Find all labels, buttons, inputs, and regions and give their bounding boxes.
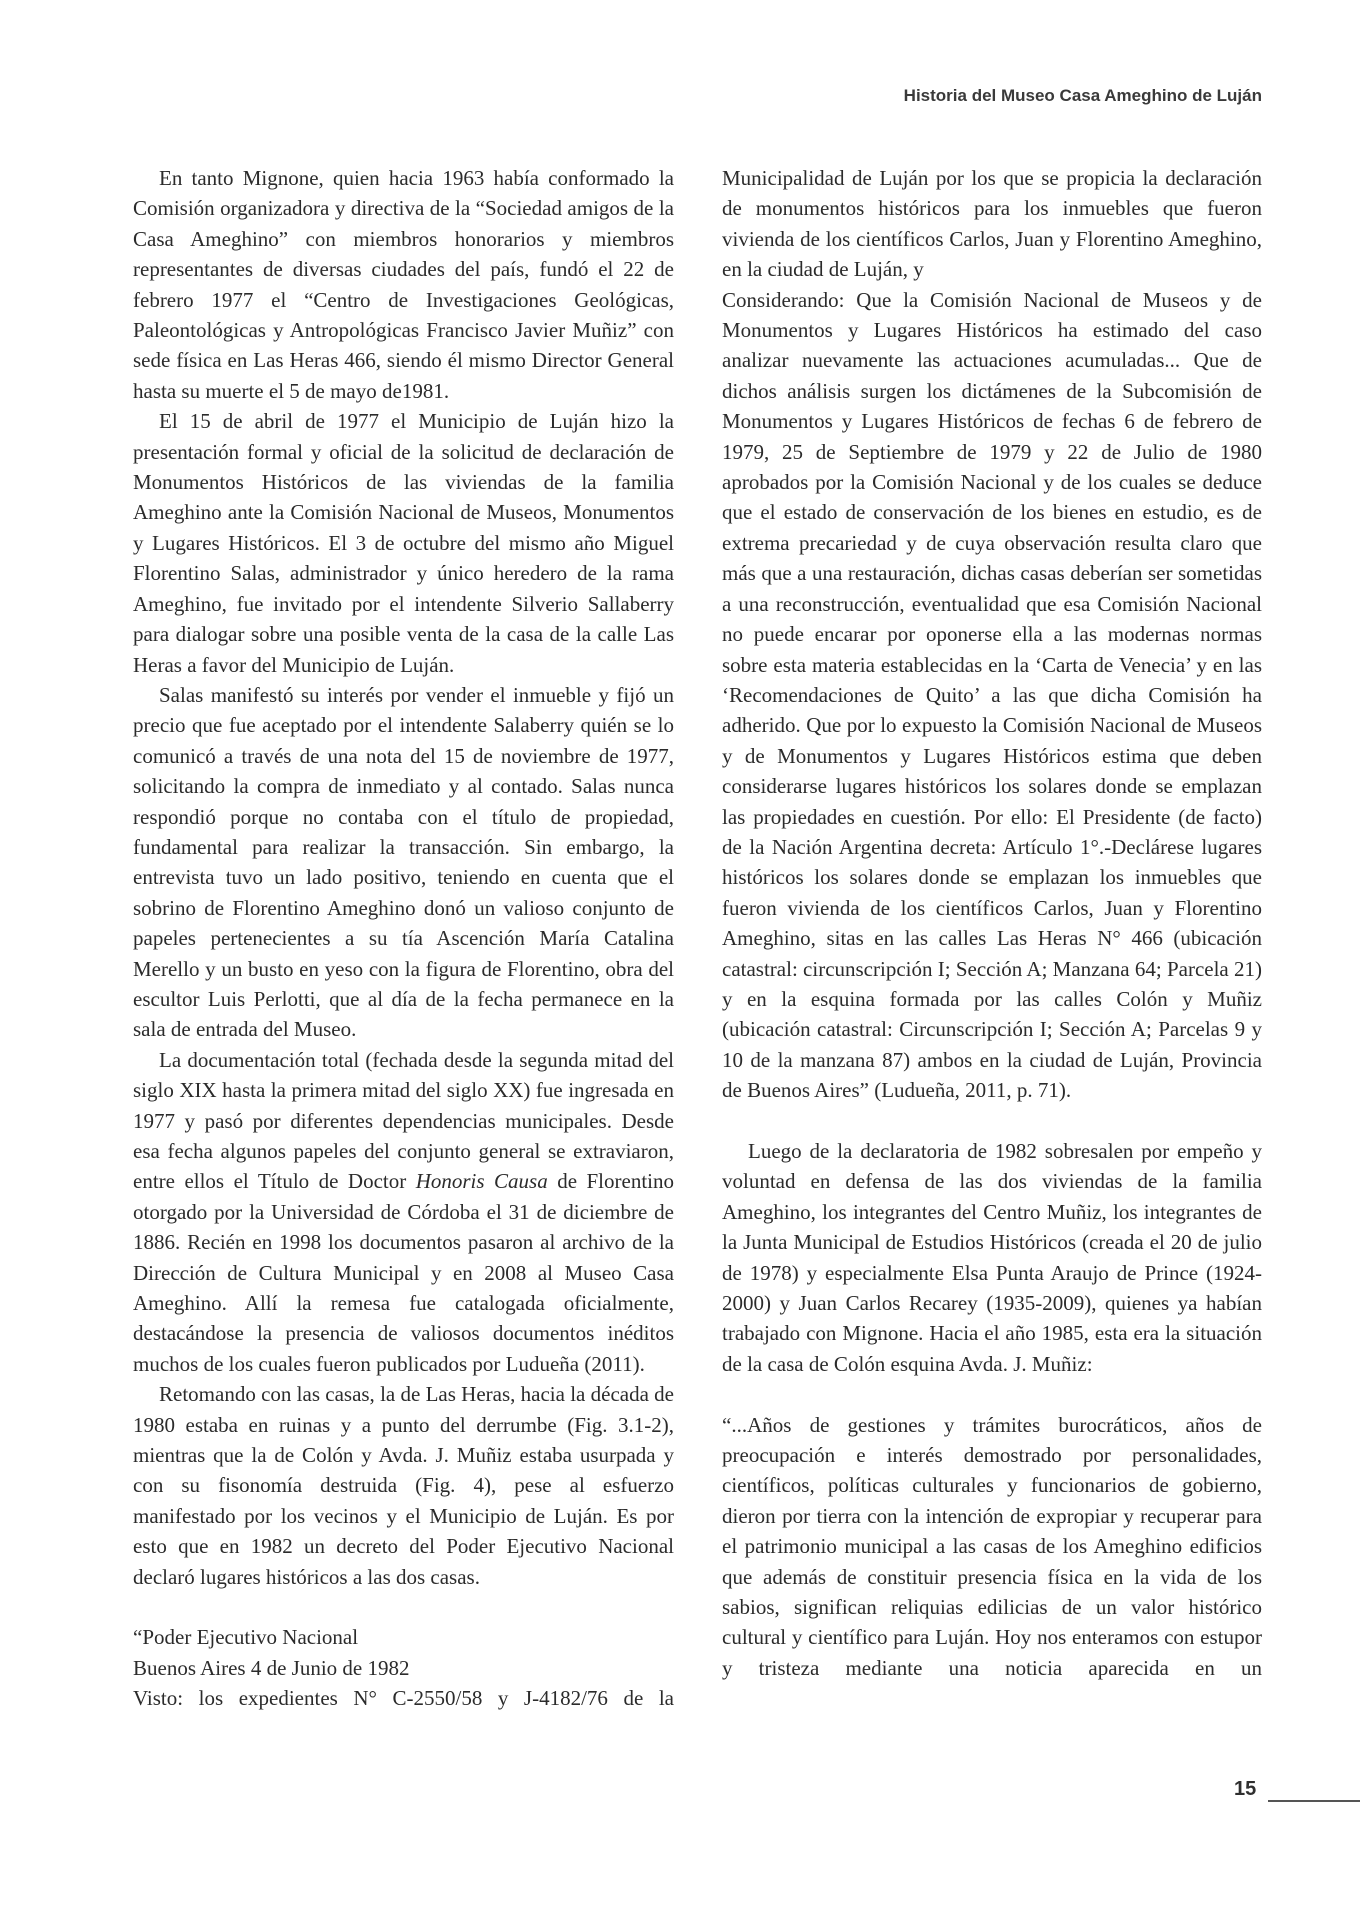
decree-date: Buenos Aires 4 de Junio de 1982: [133, 1655, 410, 1680]
spacer: [722, 1379, 1262, 1409]
paragraph-salas-venta: Salas manifestó su interés por vender el inmueble y fijó un precio que fue aceptado por el intendente Salaberry quién se lo comunicó a través de una nota del 15 de noviembre de 1977, solicitando la compra de inmediato y al contado. Salas nunca respondió porque no contaba con el título de propiedad, fundamental para realizar la transacción. Sin embargo, la entrevista tuvo un lado positivo, teniendo en cuenta que el sobrino de Florentino Ameghino donó un valioso conjunto de papeles pertenecientes a su tía Ascención María Catalina Merello y un busto en yeso con la figura de Florentino, obra del escultor Luis Perlotti, que al día de la fecha permanece en la sala de entrada del Museo.: [133, 682, 674, 1042]
decree-continuation: Municipalidad de Luján por los que se propicia la declaración de monumentos históricos para los inmuebles que fueron vivienda de los científicos Carlos, Juan y Florentino Ameghino, en la ciudad de Luján, y: [722, 166, 1262, 282]
paragraph-mignone: En tanto Mignone, quien hacia 1963 había conformado la Comisión organizadora y directiva de la “Sociedad amigos de la Casa Ameghino” con miembros honorarios y miembros representantes de diversas ciudades del país, fundó el 22 de febrero 1977 el “Centro de Investigaciones Geológicas, Paleontológicas y Antropológicas Francisco Javier Muñiz” con sede física en Las Heras 466, siendo él mismo Director General hasta su muerte el 5 de mayo de1981.: [133, 166, 674, 403]
right-column: [722, 163, 1262, 1683]
decree-considerando: Considerando: Que la Comisión Nacional de Museos y de Monumentos y Lugares Históricos ha estimado del caso analizar nuevamente las actuaciones acumuladas... Que de dichos análisis surgen los dictámenes de la Subcomisión de Monumentos y Lugares Históricos de fechas 6 de febrero de 1979, 25 de Septiembre de 1979 y 22 de Julio de 1980 aprobados por la Comisión Nacional y de los cuales se deduce que el estado de conservación de los bienes en estudio, es de extrema precariedad y de cuya observación resulta claro que más que a una restauración, dichas casas deberían ser sometidas a una reconstrucción, eventualidad que esa Comisión Nacional no puede encarar por oponerse ella a las modernas normas sobre esta materia establecidas en la ‘Carta de Venecia’ y en las ‘Recomendaciones de Quito’ a las que dicha Comisión ha adherido. Que por lo expuesto la Comisión Nacional de Museos y de Monumentos y Lugares Históricos estima que deben considerarse lugares históricos los solares donde se emplazan las propiedades en cuestión. Por ello: El Presidente (de facto) de la Nación Argentina decreta: Artículo 1°.-Declárese lugares históricos los solares donde se emplazan los inmuebles que fueron vivienda de los científicos Carlos, Juan y Florentino Ameghino, sitas en las calles Las Heras N° 466 (ubicación catastral: circunscripción I; Sección A; Manzana 64; Parcela 21) y en la esquina formada por las calles Colón y Muñiz (ubicación catastral: Circunscripción I; Sección A; Parcelas 9 y 10 de la manzana 87) ambos en la ciudad de Luján, Provincia de Buenos Aires” (Ludueña, 2011, p. 71).: [722, 287, 1262, 1103]
running-header-title: Historia del Museo Casa Ameghino de Luján: [903, 86, 1262, 105]
decree-heading: “Poder Ejecutivo Nacional: [133, 1625, 359, 1650]
quote-block: “...Años de gestiones y trámites burocráticos, años de preocupación e interés demostrado por personalidades, científicos, políticas culturales y funcionarios de gobierno, dieron por tierra con la intención de expropiar y recuperar para el patrimonio municipal a las casas de los Ameghino edificios que además de constituir presencia física en la vida de los sabios, significan reliquias edilicias de un valor histórico cultural y científico para Luján. Hoy nos enteramos con estupor y tristeza mediante una noticia aparecida en un: [722, 1412, 1262, 1680]
paragraph-municipio-solicitud: El 15 de abril de 1977 el Municipio de Luján hizo la presentación formal y oficial de la solicitud de declaración de Monumentos Históricos de las viviendas de la familia Ameghino ante la Comisión Nacional de Museos, Monumentos y Lugares Históricos. El 3 de octubre del mismo año Miguel Florentino Salas, administrador y único heredero de la rama Ameghino, fue invitado por el intendente Silverio Sallaberry para dialogar sobre una posible venta de la casa de la calle Las Heras a favor del Municipio de Luján.: [133, 409, 674, 677]
decree-visto: Visto: los expedientes N° C-2550/58 y J-4182/76 de la: [133, 1686, 674, 1711]
paragraph-documentacion: [133, 1045, 674, 1379]
left-column: [133, 163, 674, 1714]
documentacion-italic-term: Honoris Causa: [415, 1169, 548, 1194]
spacer: [722, 1106, 1262, 1136]
paragraph-luego: Luego de la declaratoria de 1982 sobresalen por empeño y voluntad en defensa de las dos viviendas de la familia Ameghino, los integrantes del Centro Muñiz, los integrantes de la Junta Municipal de Estudios Históricos (creada el 20 de julio de 1978) y especialmente Elsa Punta Araujo de Prince (1924-2000) y Juan Carlos Recarey (1935-2009), quienes ya habían trabajado con Mignone. Hacia el año 1985, esta era la situación de la casa de Colón esquina Avda. J. Muñiz:: [722, 1138, 1262, 1376]
page-number: 15: [1234, 1778, 1257, 1800]
paragraph-retomando: Retomando con las casas, la de Las Heras, hacia la década de 1980 estaba en ruinas y a punto del derrumbe (Fig. 3.1-2), mientras que la de Colón y Avda. J. Muñiz estaba usurpada y con su fisonomía destruida (Fig. 4), pese al esfuerzo manifestado por los vecinos y el Municipio de Luján. Es por esto que en 1982 un decreto del Poder Ejecutivo Nacional declaró lugares históricos a las dos casas.: [133, 1382, 674, 1589]
spacer: [133, 1592, 674, 1622]
documentacion-text-b: de Florentino otorgado por la Universidad de Córdoba el 31 de diciembre de 1886. Recién en 1998 los documentos pasaron al archivo de la Dirección de Cultura Municipal y en 2008 al Museo Casa Ameghino. Allí la remesa fue catalogada oficialmente, destacándose la presencia de valiosos documentos inéditos muchos de los cuales fueron publicados por Ludueña (2011).: [133, 1169, 674, 1376]
page-number-rule: [1268, 1800, 1360, 1802]
documentacion-text-a: La documentación total (fechada desde la segunda mitad del siglo XIX hasta la primera mitad del siglo XX) fue ingresada en 1977 y pasó por diferentes dependencias municipales. Desde esa fecha algunos papeles del conjunto general se extraviaron, entre ellos el Título de Doctor: [133, 1047, 674, 1194]
